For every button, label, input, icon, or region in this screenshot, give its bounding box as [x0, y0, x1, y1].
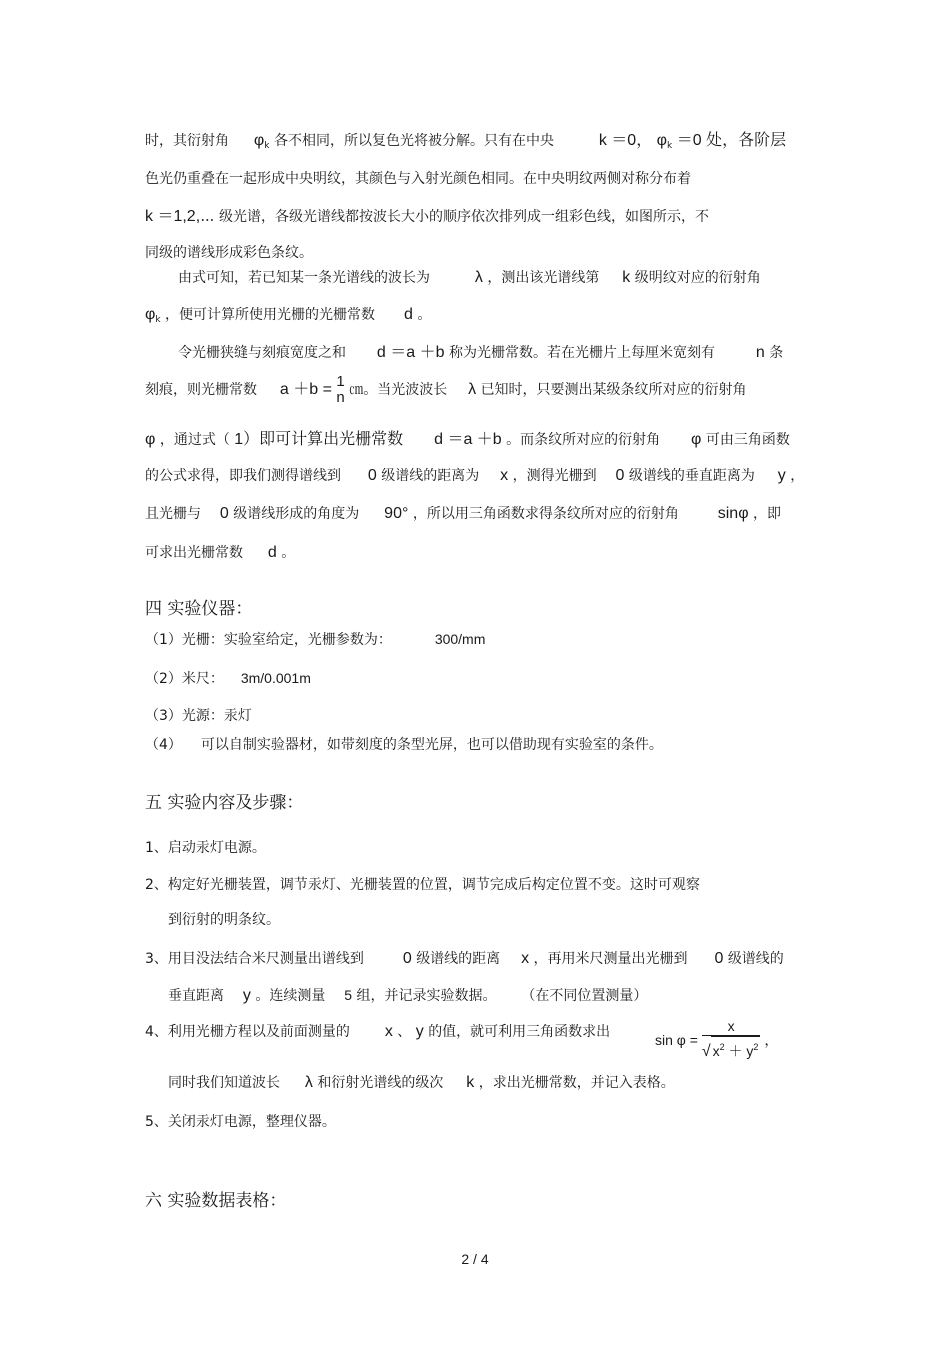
section4-item3: （3）光源：汞灯	[145, 708, 252, 724]
text: 时，其衍射角	[145, 133, 229, 149]
text: 。而条纹所对应的衍射角	[506, 432, 661, 448]
phi-symbol: φ	[253, 132, 265, 149]
text: 、	[397, 1024, 412, 1040]
text: 级谱线的距离为	[381, 468, 480, 484]
sine-formula	[655, 1017, 778, 1062]
k-symbol: k	[466, 1074, 475, 1091]
angle-90: 90°	[384, 505, 409, 522]
grating-param: 300/mm	[434, 631, 486, 647]
text: 和衍射光谱线的级次	[317, 1075, 444, 1091]
x-symbol: x	[500, 467, 509, 484]
text: 组，并记录实验数据。	[356, 988, 497, 1004]
x-symbol: x	[712, 1043, 720, 1059]
y-symbol: y	[415, 1023, 424, 1040]
y-symbol: y	[242, 987, 251, 1004]
para3-line5	[145, 504, 781, 524]
text: ㎝。当光波波长	[349, 382, 448, 398]
text: （4）	[145, 737, 182, 753]
x-symbol: x	[521, 950, 530, 967]
page-number: 2 / 4	[461, 1251, 489, 1267]
equation: ＝0 处，各阶层	[676, 132, 787, 149]
section5-title: 五 实验内容及步骤：	[145, 793, 304, 813]
comma: ，	[764, 1031, 779, 1048]
phi-symbol: φ	[738, 505, 749, 522]
exponent: 2	[753, 1042, 759, 1052]
text: ，测得光栅到	[512, 468, 597, 484]
para2-line1	[178, 268, 761, 288]
numerator: x	[702, 1017, 761, 1036]
step-3	[145, 949, 784, 969]
sin-symbol: sin	[717, 505, 739, 522]
text: 级谱线形成的角度为	[233, 506, 360, 522]
phi-symbol: φ	[145, 306, 156, 323]
step-2: 2、构定好光栅装置，调节汞灯、光栅装置的位置，调节完成后构定位置不变。这时可观察	[145, 877, 700, 893]
y-symbol: y	[746, 1043, 754, 1059]
text: ，	[790, 468, 805, 484]
text: ，测出该光谱线第	[487, 270, 600, 286]
lambda-symbol: λ	[468, 381, 477, 398]
text: 级明纹对应的衍射角	[634, 270, 761, 286]
text: 。	[281, 545, 296, 561]
exponent: 2	[719, 1042, 725, 1052]
section4-item4	[145, 735, 663, 755]
zero: 0	[367, 467, 377, 484]
para3-line3	[145, 430, 790, 450]
k-subscript: k	[264, 141, 270, 151]
text: 令光栅狭缝与刻痕宽度之和	[178, 345, 346, 361]
text: 各不相同，所以复色光将被分解。只有在中央	[273, 133, 554, 149]
phi-symbol: φ	[145, 431, 156, 448]
text: （2）米尺：	[145, 671, 224, 687]
x-symbol: x	[384, 1023, 393, 1040]
y-symbol: y	[777, 467, 786, 484]
lambda-symbol: λ	[304, 1074, 313, 1091]
para3-line1	[178, 343, 783, 363]
phi-symbol: φ	[656, 132, 668, 149]
zero: 0	[219, 505, 229, 522]
text: （1）光栅：实验室给定，光栅参数为：	[145, 632, 392, 648]
equation: d ＝a ＋b	[434, 431, 502, 448]
section4-item1	[145, 629, 485, 650]
text: 垂直距离	[168, 988, 224, 1004]
text: 已知时，只要测出某级条纹所对应的衍射角	[480, 382, 747, 398]
text: ，即	[753, 506, 782, 522]
text: 级谱线的	[727, 951, 784, 967]
lambda-symbol: λ	[474, 269, 483, 286]
text: 4、利用光栅方程以及前面测量的	[145, 1024, 350, 1040]
para1-line4: 同级的谱线形成彩色条纹。	[145, 245, 313, 261]
fraction	[702, 1017, 761, 1062]
text: 1）即可计算出光栅常数	[234, 431, 404, 448]
sin-phi-equals: sin φ =	[655, 1031, 698, 1048]
sqrt-sign: √	[701, 1043, 711, 1060]
count-5: 5	[344, 987, 353, 1003]
para3-line4	[145, 466, 804, 486]
zero: 0	[714, 950, 724, 967]
text: 级光谱，各级光谱线都按波长大小的顺序依次排列成一组彩色线，如图所示，不	[219, 209, 709, 225]
text: ，求出光栅常数，并记入表格。	[478, 1075, 675, 1091]
text: 同时我们知道波长	[168, 1075, 280, 1091]
para1-line3	[145, 207, 709, 227]
section6-title: 六 实验数据表格：	[145, 1191, 287, 1211]
step-3-cont	[168, 985, 647, 1006]
text: ，再用米尺测量出光栅到	[533, 951, 688, 967]
zero: 0	[615, 467, 625, 484]
step-4	[145, 1022, 610, 1042]
text: 级谱线的垂直距离为	[628, 468, 755, 484]
para3-line6	[145, 543, 295, 563]
para1-line2: 色光仍重叠在一起形成中央明纹，其颜色与入射光颜色相同。在中央明纹两侧对称分布着	[145, 171, 691, 187]
equation: a ＋b =	[279, 381, 332, 398]
numerator: 1	[336, 373, 345, 390]
text: ，通过式（	[159, 432, 230, 448]
ruler-param: 3m/0.001m	[240, 670, 311, 686]
step-1: 1、启动汞灯电源。	[145, 840, 266, 856]
text: ，所以用三角函数求得条纹所对应的衍射角	[412, 506, 679, 522]
text: ，便可计算所使用光栅的光栅常数	[165, 307, 376, 323]
denominator: n	[336, 389, 345, 406]
step-5: 5、关闭汞灯电源，整理仪器。	[145, 1114, 336, 1130]
phi-symbol: φ	[691, 431, 702, 448]
d-symbol: d	[267, 544, 277, 561]
text: 3、用目没法结合米尺测量出谱线到	[145, 951, 364, 967]
section4-title: 四 实验仪器：	[145, 599, 253, 619]
equation: k ＝1,2,⋯	[145, 208, 215, 225]
k-subscript: k	[155, 315, 161, 325]
k-subscript: k	[667, 141, 673, 151]
text: 的值，就可利用三角函数求出	[428, 1024, 611, 1040]
section4-item2	[145, 668, 311, 689]
para1-line1	[145, 131, 786, 156]
text: （在不同位置测量）	[521, 988, 648, 1004]
text: 级谱线的距离	[416, 951, 501, 967]
equation: k ＝0，	[598, 132, 653, 149]
text: 刻痕，则光栅常数	[145, 382, 257, 398]
text: 的公式求得，即我们测得谱线到	[145, 468, 341, 484]
para3-line2	[145, 373, 747, 407]
n-symbol: n	[755, 344, 765, 361]
text: 可以自制实验器材，如带刻度的条型光屏，也可以借助现有实验室的条件。	[200, 737, 663, 753]
d-symbol: d	[403, 306, 413, 323]
text: 可求出光栅常数	[145, 545, 243, 561]
step-4-cont	[168, 1073, 675, 1093]
zero: 0	[402, 950, 412, 967]
text: 。	[417, 307, 432, 323]
text: 可由三角函数	[705, 432, 790, 448]
denominator	[702, 1036, 761, 1062]
equation: d ＝a ＋b	[376, 344, 445, 361]
plus: ＋	[728, 1043, 743, 1059]
text: 且光栅与	[145, 506, 201, 522]
step-2-cont: 到衍射的明条纹。	[168, 912, 280, 928]
text: 由式可知，若已知某一条光谱线的波长为	[178, 270, 430, 286]
text: 称为光栅常数。若在光栅片上每厘米宽刻有	[448, 345, 715, 361]
radicand	[711, 1036, 761, 1061]
text: 。连续测量	[255, 988, 326, 1004]
k-symbol: k	[622, 269, 631, 286]
fraction-1-over-n	[336, 374, 344, 406]
para2-line2	[145, 305, 431, 330]
text: 条	[769, 345, 784, 361]
